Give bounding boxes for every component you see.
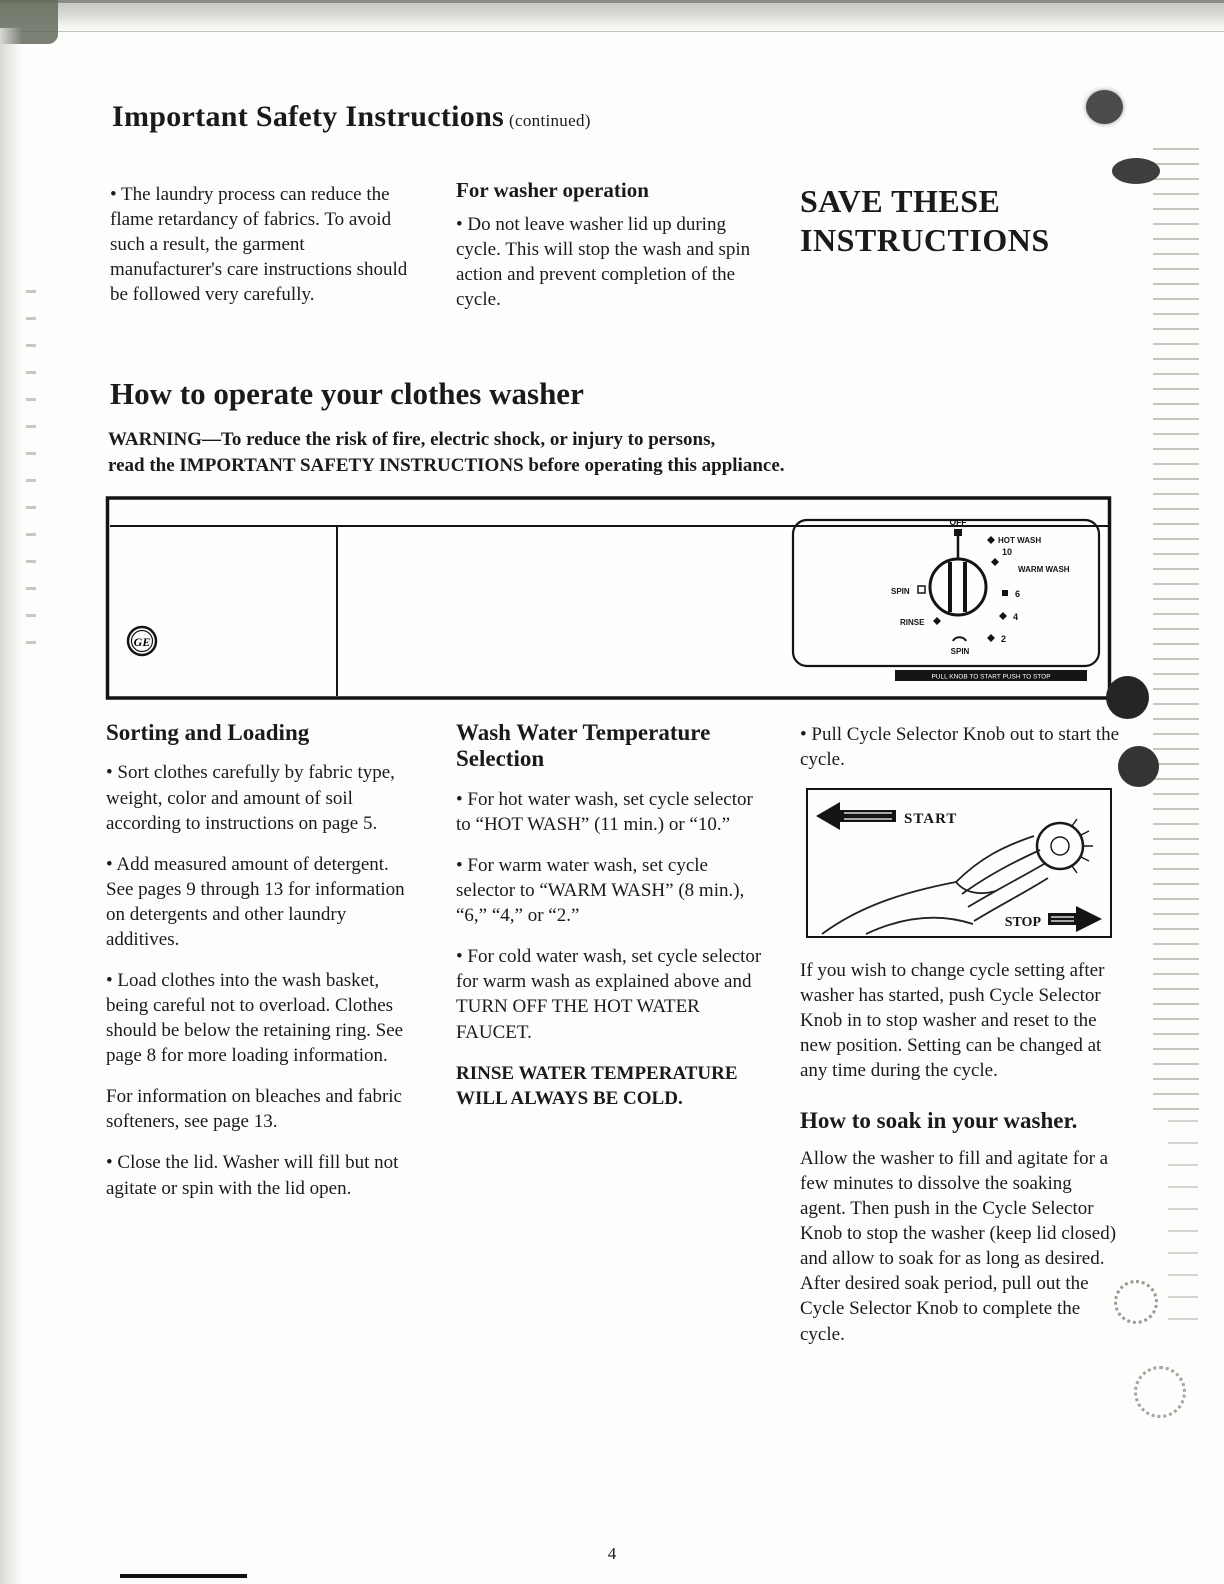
cycle-selector-dial [793,517,1099,681]
stop-label: STOP [1004,915,1041,931]
dial-label-2: 2 [1001,634,1007,644]
bullet-item: • Close the lid. Washer will fill but not agitate or spin with the lid open. [106,1152,399,1199]
dial-label-off: OFF [949,517,967,527]
scan-artifact-footer-line [120,1574,247,1578]
stop-arrow-icon [1048,906,1102,932]
dial-caption: PULL KNOB TO START PUSH TO STOP [931,673,1051,681]
bullet-item: • For cold water wash, set cycle selector for warm wash as explained above and TURN OFF THE HOT WATER FAUCET. [456,946,762,1043]
warning-line-1: WARNING—To reduce the risk of fire, electric shock, or injury to persons, [108,429,716,450]
scan-artifact-top-edge [0,0,1224,32]
cycle-start-column [800,722,1120,1363]
safety-column-right [800,182,1112,260]
page-title-text: Important Safety Instructions [112,100,505,133]
save-instructions-heading: SAVE THESE INSTRUCTIONS [800,183,1050,259]
sorting-loading-heading: Sorting and Loading [106,720,310,745]
bullet-item: • Load clothes into the wash basket, being careful not to overload. Clothes should be below the retaining ring. See page 8 for more loading information. [106,969,404,1067]
scan-artifact-ring [1114,1280,1158,1324]
warning-line-2: read the IMPORTANT SAFETY INSTRUCTIONS before operating this appliance. [108,454,785,476]
soak-heading: How to soak in your washer. [800,1107,1078,1133]
page-title [112,100,591,134]
start-stop-knob-illustration [806,788,1112,938]
scan-artifact-left-edge [0,28,22,1584]
dial-label-hot-wash: HOT WASH [998,536,1042,545]
warning-text [108,427,898,478]
scan-artifact-blob [1118,746,1159,787]
dial-label-warm-wash: WARM WASH [1018,565,1070,574]
start-label: START [904,811,958,828]
ge-logo-icon [128,627,156,655]
dial-label-spin-left: SPIN [891,587,910,596]
soak-paragraph: Allow the washer to fill and agitate for a few minutes to dissolve the soaking agent. Then push in the Cycle Selector Knob to stop the washer (keep lid closed) and allow to soak for as long as desired. After desired soak period, pull out the Cycle Selector Knob to complete the cycle. [800,1147,1117,1345]
sorting-loading-column [106,720,413,1217]
knob-sketch-icon [1037,819,1093,873]
continued-label: (continued) [509,111,591,130]
paragraph: For information on bleaches and fabric softeners, see page 13. [106,1086,402,1133]
ge-monogram-text: GE [133,635,151,649]
scan-artifact-blob [1086,90,1123,124]
scan-artifact-ring [1134,1366,1186,1418]
start-arrow-icon [816,802,896,830]
page-number: 4 [607,1544,617,1563]
cycle-selector-knob-icon [930,536,986,615]
dial-label-6: 6 [1015,589,1021,599]
washer-operation-paragraph: • Do not leave washer lid up during cycle. This will stop the wash and spin action and prevent completion of the cycle. [456,214,751,311]
scan-artifact-right-marks-lower [1168,1120,1198,1320]
rinse-temperature-note: RINSE WATER TEMPERATURE WILL ALWAYS BE COLD. [456,1062,738,1109]
water-temperature-heading: Wash Water Temperature Selection [456,720,711,772]
bullet-item: • For warm water wash, set cycle selector to “WARM WASH” (8 min.), “6,” “4,” or “2.” [456,855,745,927]
scan-artifact-blob [1106,676,1149,719]
water-temperature-column [456,720,763,1127]
scan-artifact-left-marks [26,290,36,660]
change-cycle-paragraph: If you wish to change cycle setting after washer has started, push Cycle Selector Knob in to stop washer and reset to the new position. Setting can be changed at any time during the cycle. [800,960,1105,1082]
scan-artifact-right-marks [1153,148,1199,1113]
scan-artifact-blob [1112,158,1160,184]
laundry-retardancy-paragraph: • The laundry process can reduce the flame retardancy of fabrics. To avoid such a result, the garment manufacturer's care instructions should be followed very carefully. [110,184,408,306]
dial-label-rinse: RINSE [900,618,925,627]
dial-label-4: 4 [1013,612,1019,622]
washer-control-panel-diagram [105,494,1113,702]
bullet-item: • Pull Cycle Selector Knob out to start the cycle. [800,724,1120,771]
safety-column-middle [456,178,752,328]
bullet-item: • Add measured amount of detergent. See pages 9 through 13 for information on detergents and other laundry additives. [106,853,405,950]
dial-label-10: 10 [1002,547,1013,557]
safety-column-left [110,182,410,323]
bullet-item: • Sort clothes carefully by fabric type, weight, color and amount of soil according to instructions on page 5. [106,762,395,834]
operate-section-heading: How to operate your clothes washer [110,376,584,411]
dial-label-spin-bottom: SPIN [950,647,970,656]
panel-outline [108,498,1110,698]
washer-operation-heading: For washer operation [456,178,649,202]
bullet-item: • For hot water wash, set cycle selector to “HOT WASH” (11 min.) or “10.” [456,788,753,835]
